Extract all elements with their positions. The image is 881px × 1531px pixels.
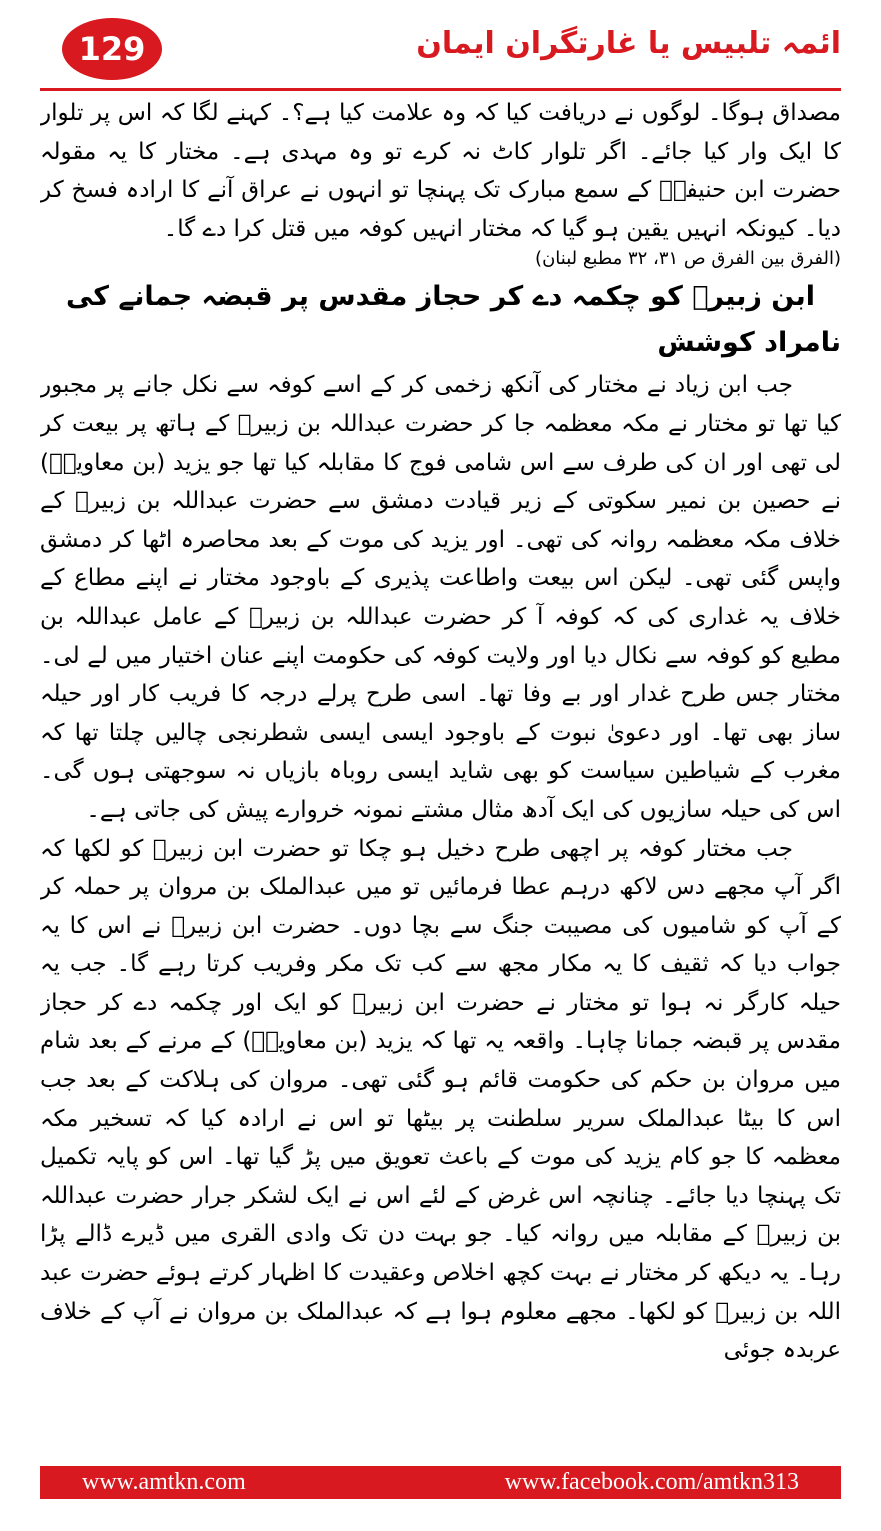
paragraph-2: جب ابن زیاد نے مختار کی آنکھ زخمی کر کے اسے کوفہ سے نکل جانے پر مجبور کیا تھا تو مختار نے مکہ معظمہ جا کر حضرت عبداللہ بن زبیرؓ کے ہاتھ پر بیعت کر لی تھی اور ان کی طرف سے اس شامی فوج کا مقابلہ کیا تھا جو یزید (بن معاویہؓ) نے حصین بن نمیر سکوتی کے زیر قیادت دمشق سے حضرت عبداللہ بن زبیرؓ کے خلاف مکہ معظمہ روانہ کی تھی۔ اور یزید کی موت کے بعد محاصرہ اٹھا کر دمشق واپس گئی تھی۔ لیکن اس بیعت واطاعت پذیری کے باوجود مختار نے اپنے مطاع کے خلاف یہ غداری کی کہ کوفہ آ کر حضرت عبداللہ بن زبیرؓ کے عامل عبداللہ بن مطیع کو کوفہ سے نکال دیا اور ولایت کوفہ کی حکومت اپنے عنان اختیار میں لے لی۔ مختار جس طرح غدار اور بے وفا تھا۔ اسی طرح پرلے درجہ کا فریب کار اور حیلہ ساز بھی تھا۔ اور دعویٰ نبوت کے باوجود ایسی ایسی شطرنجی چالیں چلتا تھا کہ مغرب کے شیاطین سیاست کو بھی شاید ایسی روباہ بازیاں نہ سوجھتی ہوں گی۔ اس کی حیلہ سازیوں کی ایک آدھ مثال مشتے نمونہ خروارے پیش کی جاتی ہے۔: [40, 372, 841, 823]
reference-citation: (الفرق بین الفرق ص ۳۱، ۳۲ مطبع لبنان): [535, 248, 841, 270]
section-heading: ابن زبیرؓ کو چکمہ دے کر حجاز مقدس پر قبضہ جمانے کی نامراد کوشش: [65, 281, 841, 359]
paragraph-1: مصداق ہوگا۔ لوگوں نے دریافت کیا کہ وہ علامت کیا ہے؟۔ کہنے لگا کہ اس پر تلوار کا ایک وار کیا جائے۔ اگر تلوار کاٹ نہ کرے تو وہ مہدی ہے۔ مختار کا یہ مقولہ حضرت ابن حنیفہؒ کے سمع مبارک تک پہنچا تو انہوں نے عراق آنے کا ارادہ فسخ کر دیا۔ کیونکہ انہیں یقین ہو گیا کہ مختار انہیں کوفہ میں قتل کرا دے گا۔: [40, 100, 841, 242]
header-divider: [40, 88, 841, 91]
website-link[interactable]: www.amtkn.com: [82, 1469, 246, 1495]
page-footer: [40, 1466, 841, 1499]
facebook-link[interactable]: www.facebook.com/amtkn313: [504, 1469, 799, 1495]
page-body: [40, 94, 841, 1454]
paragraph-3: جب مختار کوفہ پر اچھی طرح دخیل ہو چکا تو حضرت ابن زبیرؓ کو لکھا کہ اگر آپ مجھے دس لاکھ درہم عطا فرمائیں تو میں عبدالملک بن مروان پر حملہ کر کے آپ کو شامیوں کی مصیبت جنگ سے بچا دوں۔ حضرت ابن زبیرؓ نے اس کا یہ جواب دیا کہ ثقیف کا یہ مکار مجھ سے کب تک مکر وفریب کرتا رہے گا۔ جب یہ حیلہ کارگر نہ ہوا تو مختار نے حضرت ابن زبیرؓ کو ایک اور چکمہ دے کر حجاز مقدس پر قبضہ جمانا چاہا۔ واقعہ یہ تھا کہ یزید (بن معاویہؓ) کے مرنے کے بعد شام میں مروان بن حکم کی حکومت قائم ہو گئی تھی۔ مروان کی ہلاکت کے بعد جب اس کا بیٹا عبدالملک سریر سلطنت پر بیٹھا تو اس نے ارادہ کیا کہ تسخیر مکہ معظمہ کا جو کام یزید کی موت کے باعث تعویق میں پڑ گیا تھا۔ اس کو پایہ تکمیل تک پہنچا دیا جائے۔ چنانچہ اس غرض کے لئے اس نے ایک لشکر جرار حضرت عبداللہ بن زبیرؓ کے مقابلہ میں روانہ کیا۔ جو بہت دن تک وادی القری میں ڈیرے ڈالے پڑا رہا۔ یہ دیکھ کر مختار نے بہت کچھ اخلاص وعقیدت کا اظہار کرتے ہوئے حضرت عبد اللہ بن زبیرؓ کو لکھا۔ مجھے معلوم ہوا ہے کہ عبدالملک بن مروان نے آپ کے خلاف عربدہ جوئی: [40, 835, 841, 1364]
book-title: ائمہ تلبیس یا غارتگران ایمان: [416, 26, 841, 61]
page-header: [40, 14, 841, 92]
page-number-badge: 129: [62, 18, 162, 80]
